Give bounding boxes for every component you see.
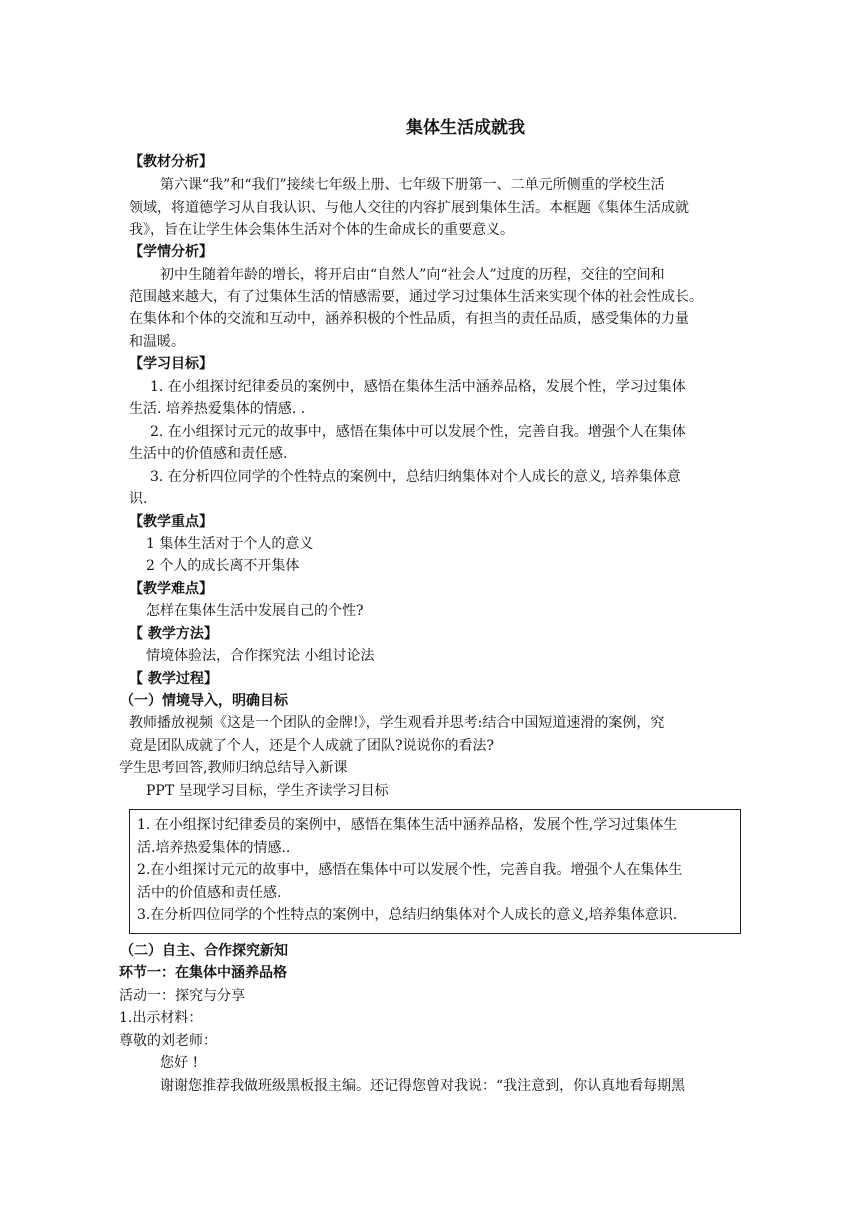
section-heading-textbook-analysis: 【教材分析】 <box>129 154 213 170</box>
paragraph-line: 教师播放视频《这是一个团队的金牌!》，学生观看并思考:结合中国短道速滑的案例，究 <box>129 715 665 731</box>
paragraph-line: 我》，旨在让学生体会集体生活对个体的生命成长的重要意义。 <box>129 222 514 238</box>
box-line: 3.在分析四位同学的个性特点的案例中，总结归纳集体对个人成长的意义,培养集体意识. <box>137 907 678 923</box>
letter-salutation: 尊敬的刘老师： <box>119 1033 217 1049</box>
section-heading-student-analysis: 【学情分析】 <box>129 244 213 260</box>
key-point-line: 1 集体生活对于个人的意义 <box>146 536 314 552</box>
paragraph-line: PPT 呈现学习目标，学生齐读学习目标 <box>146 783 389 799</box>
paragraph-line: 学生思考回答,教师归纳总结导入新课 <box>119 760 348 776</box>
section-heading-methods: 【 教学方法】 <box>129 626 218 642</box>
goal-line: 2. 在小组探讨元元的故事中，感悟在集体中可以发展个性，完善自我。增强个人在集体 <box>150 424 686 440</box>
box-line: 2.在小组探讨元元的故事中，感悟在集体中可以发展个性，完善自我。增强个人在集体生 <box>137 862 683 878</box>
key-point-line: 2 个人的成长离不开集体 <box>146 558 300 574</box>
goal-line: 3. 在分析四位同学的个性特点的案例中，总结归纳集体对个人成长的意义, 培养集体意 <box>150 469 681 485</box>
paragraph-line: 第六课“我”和“我们”接续七年级上册、七年级下册第一、二单元所侧重的学校生活 <box>160 177 665 193</box>
letter-body-line: 谢谢您推荐我做班级黑板报主编。还记得您曾对我说：“我注意到，你认真地看每期黑 <box>160 1078 686 1094</box>
paragraph-line: 初中生随着年龄的增长，将开启由“自然人”向“社会人”过度的历程，交往的空间和 <box>160 267 665 283</box>
paragraph-line: 竟是团队成就了个人，还是个人成就了团队?说说你的看法? <box>129 738 495 754</box>
subsection-heading-intro: （一）情境导入，明确目标 <box>120 693 288 709</box>
section-heading-key-points: 【教学重点】 <box>129 514 213 530</box>
section-heading-process: 【 教学过程】 <box>129 671 218 687</box>
paragraph-line: 范围越来越大，有了过集体生活的情感需要，通过学习过集体生活来实现个体的社会性成长。 <box>129 289 703 305</box>
difficulty-line: 怎样在集体生活中发展自己的个性? <box>146 603 364 619</box>
document-title: 集体生活成就我 <box>406 118 525 138</box>
box-line: 活.培养热爱集体的情感.. <box>137 840 291 856</box>
goal-line: 1. 在小组探讨纪律委员的案例中，感悟在集体生活中涵养品格，发展个性，学习过集体 <box>150 379 686 395</box>
paragraph-line: 在集体和个体的交流和互动中，涵养积极的个性品质，有担当的责任品质，感受集体的力量 <box>129 311 689 327</box>
paragraph-line: 和温暖。 <box>129 334 185 350</box>
stage-heading-1: 环节一：在集体中涵养品格 <box>119 965 287 981</box>
material-line: 1.出示材料： <box>119 1010 203 1026</box>
paragraph-line: 领域，将道德学习从自我认识、与他人交往的内容扩展到集体生活。本框题《集体生活成就 <box>129 200 689 216</box>
section-heading-difficulties: 【教学难点】 <box>129 581 213 597</box>
letter-greeting: 您好 ! <box>160 1055 199 1071</box>
goal-line: 生活. 培养热爱集体的情感. . <box>129 401 306 417</box>
section-heading-learning-goals: 【学习目标】 <box>129 356 213 372</box>
goal-line: 生活中的价值感和责任感. <box>129 446 288 462</box>
goal-line: 识. <box>129 491 148 507</box>
box-line: 活中的价值感和责任感. <box>137 885 282 901</box>
activity-line: 活动一：探究与分享 <box>119 988 245 1004</box>
method-line: 情境体验法，合作探究法 小组讨论法 <box>146 648 375 664</box>
box-line: 1. 在小组探讨纪律委员的案例中，感悟在集体生活中涵养品格，发展个性,学习过集体生 <box>137 817 678 833</box>
subsection-heading-explore: （二）自主、合作探究新知 <box>120 943 288 959</box>
